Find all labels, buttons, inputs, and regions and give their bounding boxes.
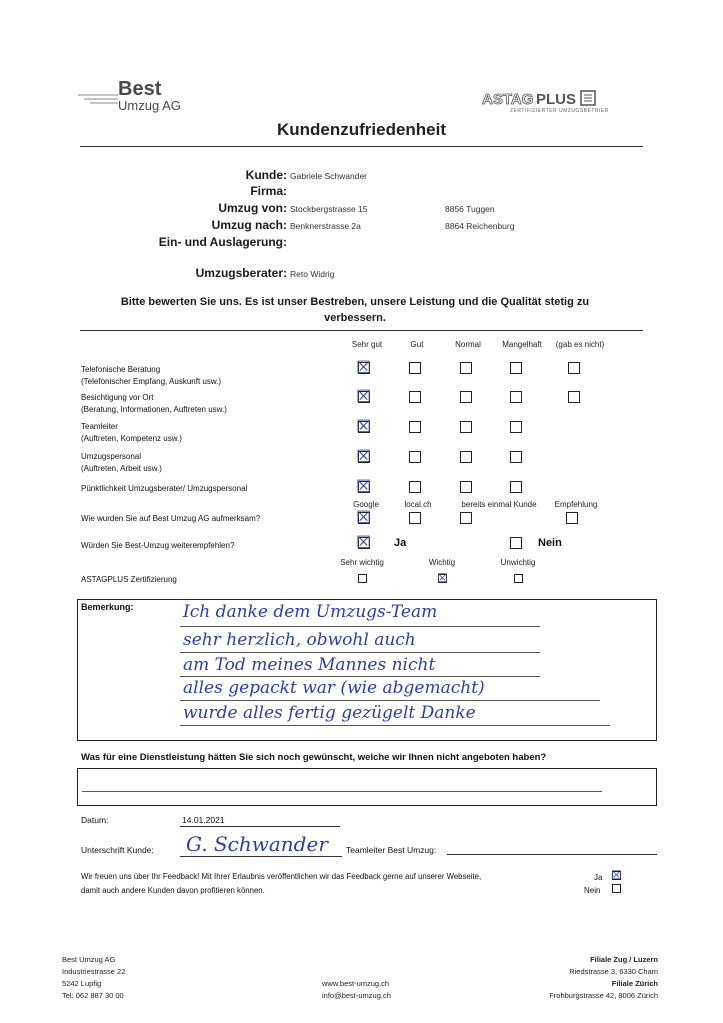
telefon-gut-checkbox[interactable] xyxy=(409,362,421,374)
check-mark-icon: ☒ xyxy=(356,477,372,497)
col-gab-es-nicht: (gab es nicht) xyxy=(555,340,605,349)
remark-rule xyxy=(180,700,600,701)
google-checkbox[interactable] xyxy=(356,508,372,528)
wichtig-checkbox[interactable] xyxy=(437,571,448,585)
footer-city: 5242 Lupfig xyxy=(62,979,102,988)
remark-line-1: Ich danke dem Umzugs-Team xyxy=(183,602,438,622)
signature-value: G. Schwander xyxy=(186,832,328,856)
logo-umzug: Umzug AG xyxy=(118,98,181,113)
remark-rule xyxy=(180,725,610,726)
row-puenktlichkeit xyxy=(81,483,247,495)
kunde-value: Gabriele Schwander xyxy=(290,171,368,181)
row-telefon-sub: (Telefonischer Empfang, Auskunft usw.) xyxy=(81,377,222,386)
service-question: Was für eine Dienstleistung hätten Sie sich noch gewünscht, welche wir Ihnen nicht angeboten haben? xyxy=(81,752,547,763)
telefon-gab-es-nicht-checkbox[interactable] xyxy=(568,362,580,374)
firma-label: Firma: xyxy=(250,184,287,198)
row-umzugspersonal xyxy=(81,451,162,475)
check-mark-icon: ☒ xyxy=(356,387,372,407)
check-mark-icon: ☒ xyxy=(356,533,372,553)
signature-label: Unterschrift Kunde: xyxy=(81,845,154,855)
feedback-yes-checkbox[interactable] xyxy=(611,868,622,882)
recommend-no-label: Nein xyxy=(538,537,562,549)
nach-label: Umzug nach: xyxy=(211,218,287,232)
col-mangelhaft: Mangelhaft xyxy=(502,340,542,349)
remark-line-3: am Tod meines Mannes nicht xyxy=(183,655,436,675)
astag-subtitle: ZERTIFIZIERTER UMZUGSBETRIEB xyxy=(510,108,609,114)
opt-kunde: bereits einmal Kunde xyxy=(461,500,537,509)
remark-line-2: sehr herzlich, obwohl auch xyxy=(183,630,416,650)
nach-street: Benknerstrasse 2a xyxy=(290,221,361,231)
check-mark-icon: ☒ xyxy=(437,571,448,585)
rating-request: Bitte bewerten Sie uns. Es ist unser Bestreben, unsere Leistung und die Qualität stetig zu verbessern. xyxy=(120,296,590,324)
recommend-yes-checkbox[interactable] xyxy=(356,533,372,553)
datum-value: 14.01.2021 xyxy=(182,815,225,825)
row-teamleiter xyxy=(81,421,182,445)
row-telefon-title: Telefonische Beratung xyxy=(81,365,161,374)
check-mark-icon: ☒ xyxy=(611,868,622,882)
sehr-wichtig-checkbox[interactable] xyxy=(358,574,367,583)
footer-branch-zuerich: Filiale Zürich xyxy=(611,979,658,988)
row-puenktlichkeit-title: Pünktlichkeit Umzugsberater/ Umzugspersonal xyxy=(81,484,248,493)
besichtigung-normal-checkbox[interactable] xyxy=(460,391,472,403)
von-label: Umzug von: xyxy=(218,201,287,215)
opt-wichtig: Wichtig xyxy=(428,558,456,567)
row-teamleiter-title: Teamleiter xyxy=(81,422,118,431)
footer-branch-zug-address: Riedstrasse 3, 6330 Cham xyxy=(569,967,658,976)
page-title: Kundenzufriedenheit xyxy=(276,120,447,139)
besichtigung-mangelhaft-checkbox[interactable] xyxy=(510,391,522,403)
puenktlichkeit-gut-checkbox[interactable] xyxy=(409,481,421,493)
row-besichtigung-title: Besichtigung vor Ort xyxy=(81,393,154,402)
service-box[interactable] xyxy=(77,768,657,806)
row-telefon xyxy=(81,364,221,388)
footer-website[interactable]: www.best-umzug.ch xyxy=(322,979,390,988)
footer-right xyxy=(460,954,658,1002)
col-normal: Normal xyxy=(455,340,481,349)
teamleiter-mangelhaft-checkbox[interactable] xyxy=(510,421,522,433)
opt-google: Google xyxy=(353,500,379,509)
empfehlung-checkbox[interactable] xyxy=(566,512,578,524)
opt-local: local.ch xyxy=(404,500,432,509)
title-rule xyxy=(80,146,643,147)
footer-street: Industriestrasse 22 xyxy=(62,967,126,976)
umzugspersonal-sehr-gut-checkbox[interactable] xyxy=(356,447,372,467)
logo-best: Best xyxy=(118,78,162,100)
recommend-question: Würden Sie Best-Umzug weiterempfehlen? xyxy=(81,541,235,550)
recommend-yes-label: Ja xyxy=(394,537,407,549)
feedback-yes-label: Ja xyxy=(594,873,603,882)
von-street: Stockbergstrasse 15 xyxy=(290,204,368,214)
remark-line-5: wurde alles fertig gezügelt Danke xyxy=(183,703,476,723)
feedback-text-2: damit auch andere Kunden davon profitieren können. xyxy=(81,886,265,895)
remark-rule xyxy=(180,652,540,653)
telefon-mangelhaft-checkbox[interactable] xyxy=(510,362,522,374)
datum-label: Datum: xyxy=(81,815,109,825)
kunde-checkbox[interactable] xyxy=(460,512,472,524)
footer-email[interactable]: info@best-umzug.ch xyxy=(322,991,391,1000)
besichtigung-gab-es-nicht-checkbox[interactable] xyxy=(568,391,580,403)
unwichtig-checkbox[interactable] xyxy=(514,574,523,583)
logo-speed-lines xyxy=(78,92,118,106)
footer-center xyxy=(322,978,391,1002)
nach-city: 8864 Reichenburg xyxy=(445,221,515,231)
row-teamleiter-sub: (Auftreten, Kompetenz usw.) xyxy=(81,434,182,443)
feedback-text-1: Wir freuen uns über Ihr Feedback! Mit Ihrer Erlaubnis veröffentlichen wir das Feedback gerne auf unserer Webseite, xyxy=(81,872,482,881)
footer-phone: Tel: 062 887 30 00 xyxy=(62,991,124,1000)
row-umzugspersonal-title: Umzugspersonal xyxy=(81,452,142,461)
puenktlichkeit-sehr-gut-checkbox[interactable] xyxy=(356,477,372,497)
footer-branch-zug: Filiale Zug / Luzern xyxy=(590,955,658,964)
remark-rule xyxy=(180,676,540,677)
puenktlichkeit-normal-checkbox[interactable] xyxy=(460,481,472,493)
puenktlichkeit-mangelhaft-checkbox[interactable] xyxy=(510,481,522,493)
check-mark-icon: ☒ xyxy=(356,358,372,378)
svg-text:ASTAG: ASTAG xyxy=(482,91,534,108)
von-city: 8856 Tuggen xyxy=(445,204,495,214)
footer-branch-zuerich-address: Frohburgstrasse 42, 8006 Zürich xyxy=(549,991,658,1000)
check-mark-icon: ☒ xyxy=(356,447,372,467)
teamleiter-normal-checkbox[interactable] xyxy=(460,421,472,433)
check-mark-icon: ☒ xyxy=(356,508,372,528)
opt-sehr-wichtig: Sehr wichtig xyxy=(340,558,384,567)
datum-rule xyxy=(180,826,340,827)
feedback-no-checkbox[interactable] xyxy=(612,884,621,893)
berater-value: Reto Widrig xyxy=(290,269,335,279)
besichtigung-sehr-gut-checkbox[interactable] xyxy=(356,387,372,407)
team-signature-label: Teamleiter Best Umzug: xyxy=(346,845,437,855)
col-gut: Gut xyxy=(410,340,424,349)
berater-label: Umzugsberater: xyxy=(195,266,287,280)
feedback-no-label: Nein xyxy=(584,886,601,895)
teamleiter-gut-checkbox[interactable] xyxy=(409,421,421,433)
footer-company: Best Umzug AG xyxy=(62,955,116,964)
col-sehr-gut: Sehr gut xyxy=(351,340,383,349)
telefon-sehr-gut-checkbox[interactable] xyxy=(356,358,372,378)
footer-left xyxy=(62,954,125,1002)
row-besichtigung-sub: (Beratung, Informationen, Auftreten usw.) xyxy=(81,405,227,414)
umzugspersonal-normal-checkbox[interactable] xyxy=(460,451,472,463)
opt-unwichtig: Unwichtig xyxy=(500,558,536,567)
local-checkbox[interactable] xyxy=(409,512,421,524)
svg-text:PLUS: PLUS xyxy=(536,91,577,108)
check-mark-icon: ☒ xyxy=(356,417,372,437)
remark-rule xyxy=(180,626,540,627)
source-question: Wie wurden Sie auf Best Umzug AG aufmerksam? xyxy=(81,514,261,523)
opt-empfehlung: Empfehlung xyxy=(554,500,598,509)
request-rule xyxy=(80,330,643,331)
umzugspersonal-gut-checkbox[interactable] xyxy=(409,451,421,463)
service-rule xyxy=(82,791,602,792)
umzugspersonal-mangelhaft-checkbox[interactable] xyxy=(510,451,522,463)
telefon-normal-checkbox[interactable] xyxy=(460,362,472,374)
teamleiter-sehr-gut-checkbox[interactable] xyxy=(356,417,372,437)
lager-label: Ein- und Auslagerung: xyxy=(158,235,287,249)
team-signature-rule xyxy=(447,854,657,855)
kunde-label: Kunde: xyxy=(245,168,287,182)
row-besichtigung xyxy=(81,392,227,416)
signature-rule xyxy=(180,856,342,857)
besichtigung-gut-checkbox[interactable] xyxy=(409,391,421,403)
astag-cert-label: ASTAGPLUS Zertifizierung xyxy=(81,575,177,584)
row-umzugspersonal-sub: (Auftreten, Arbeit usw.) xyxy=(81,464,162,473)
astag-plus-logo xyxy=(480,86,600,110)
recommend-no-checkbox[interactable] xyxy=(510,537,522,549)
remark-label: Bemerkung: xyxy=(81,602,134,612)
remark-line-4: alles gepackt war (wie abgemacht) xyxy=(183,678,485,698)
